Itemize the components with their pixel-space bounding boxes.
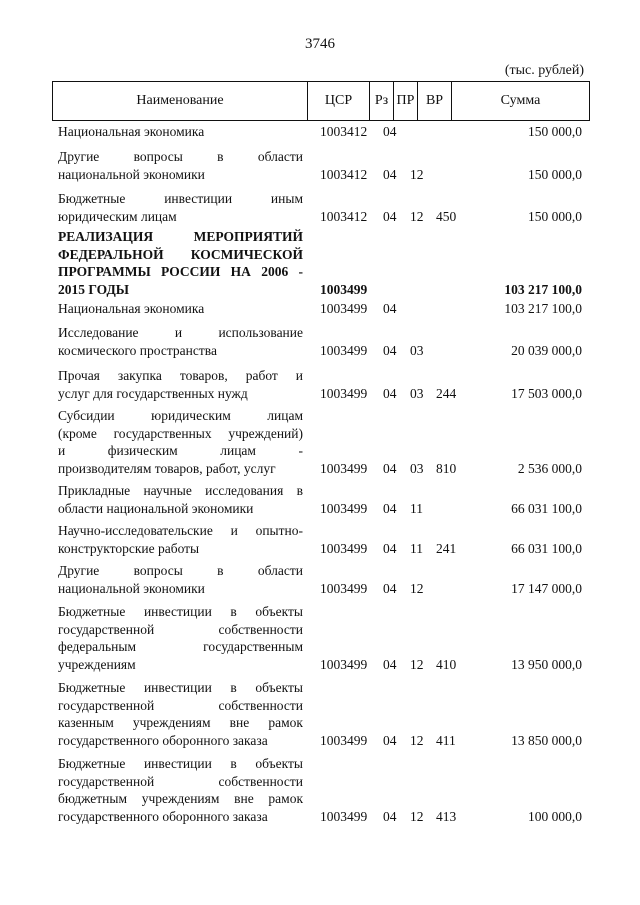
row-name [58,300,303,318]
row-name-line: Национальная экономика [58,124,205,139]
row-rz: 04 [383,385,397,401]
row-sum: 17 147 000,0 [511,580,582,596]
row-name-line: Субсидии юридическим лицам [58,408,303,423]
header-vr: ВР [417,82,451,120]
row-name [58,123,303,141]
row-name-line: Прочая закупка товаров, работ и [58,368,303,383]
row-name [58,482,303,517]
row-rz: 04 [383,301,397,316]
row-csr: 1003499 [320,656,368,672]
row-csr: 1003499 [320,342,368,358]
row-csr: 1003499 [320,281,368,297]
row-name-line: Научно-исследовательские и опытно- [58,523,303,538]
row-name-line: государственного оборонного заказа [58,808,268,824]
row-sum: 2 536 000,0 [517,460,582,476]
row-csr: 1003499 [320,500,368,516]
row-rz: 04 [383,208,397,224]
row-name-line: федеральным государственным [58,639,303,654]
row-name-line: бюджетным учреждениям вне рамок [58,791,303,806]
row-name [58,603,303,673]
row-name-line: Бюджетные инвестиции в объекты [58,680,303,695]
row-rz: 04 [383,124,397,139]
row-vr: 410 [436,656,457,672]
row-rz: 04 [383,580,397,596]
row-vr: 244 [436,385,457,401]
row-name-line: и физическим лицам - [58,443,303,458]
row-csr: 1003412 [320,124,368,139]
row-name-line: ФЕДЕРАЛЬНОЙ КОСМИЧЕСКОЙ [58,246,303,262]
row-name-line: Бюджетные инвестиции в объекты [58,604,303,619]
row-name-line: Бюджетные инвестиции иным [58,191,303,206]
row-csr: 1003499 [320,460,368,476]
row-rz: 04 [383,460,397,476]
row-name-line: государственной собственности [58,621,303,637]
row-name [58,148,303,183]
row-name-line: государственной собственности [58,773,303,789]
row-sum: 20 039 000,0 [511,342,582,358]
row-name-line: конструкторские работы [58,540,200,556]
row-rz: 04 [383,540,397,556]
row-csr: 1003412 [320,208,368,224]
row-name [58,228,303,298]
row-name [58,562,303,597]
row-csr: 1003499 [320,301,368,316]
row-sum: 13 850 000,0 [511,732,582,748]
row-sum: 103 217 100,0 [504,281,582,297]
row-name [58,755,303,825]
row-name-line: области национальной экономики [58,500,254,516]
row-sum: 150 000,0 [528,208,582,224]
row-sum: 13 950 000,0 [511,656,582,672]
row-pr: 03 [410,460,424,476]
row-pr: 12 [410,208,424,224]
row-csr: 1003499 [320,540,368,556]
row-rz: 04 [383,500,397,516]
row-csr: 1003499 [320,808,368,824]
row-vr: 411 [436,732,456,748]
row-name-line: Прикладные научные исследования в [58,483,303,498]
row-sum: 150 000,0 [528,124,582,139]
row-name [58,679,303,749]
row-rz: 04 [383,732,397,748]
row-name [58,367,303,402]
row-name-line: Другие вопросы в области [58,149,303,164]
row-name [58,522,303,557]
row-name-line: Исследование и использование [58,325,303,340]
row-name-line: учреждениям [58,656,136,672]
row-pr: 12 [410,166,424,182]
row-name-line: казенным учреждениям вне рамок [58,715,303,730]
row-name [58,407,303,477]
row-name-line: национальной экономики [58,166,205,182]
row-csr: 1003412 [320,166,368,182]
row-rz: 04 [383,656,397,672]
row-pr: 12 [410,580,424,596]
row-sum: 103 217 100,0 [504,301,582,316]
row-pr: 11 [410,540,423,556]
row-sum: 17 503 000,0 [511,385,582,401]
header-csr: ЦСР [307,82,369,120]
row-pr: 12 [410,656,424,672]
row-sum: 66 031 100,0 [511,500,582,516]
row-csr: 1003499 [320,732,368,748]
row-name [58,324,303,359]
row-vr: 241 [436,540,457,556]
units-label: (тыс. рублей) [504,63,584,78]
row-name-line: (кроме государственных учреждений) [58,425,303,441]
row-csr: 1003499 [320,580,368,596]
row-sum: 66 031 100,0 [511,540,582,556]
row-vr: 450 [436,208,457,224]
table-header [52,81,590,121]
row-name-line: государственного оборонного заказа [58,732,268,748]
row-sum: 100 000,0 [528,808,582,824]
row-name-line: Национальная экономика [58,301,205,316]
row-pr: 12 [410,808,424,824]
header-name: Наименование [52,82,307,120]
row-vr: 810 [436,460,457,476]
row-name-line: 2015 ГОДЫ [58,281,130,297]
row-name-line: Другие вопросы в области [58,563,303,578]
row-vr: 413 [436,808,457,824]
row-pr: 11 [410,500,423,516]
row-rz: 04 [383,342,397,358]
row-sum: 150 000,0 [528,166,582,182]
row-name-line: ПРОГРАММЫ РОССИИ НА 2006 - [58,264,303,279]
header-pr: ПР [393,82,417,120]
header-sum: Сумма [451,82,590,120]
row-csr: 1003499 [320,385,368,401]
row-name-line: юридическим лицам [58,208,177,224]
row-name-line: государственной собственности [58,697,303,713]
row-rz: 04 [383,808,397,824]
row-name-line: услуг для государственных нужд [58,385,248,401]
row-name-line: производителям товаров, работ, услуг [58,460,276,476]
row-name-line: космического пространства [58,342,217,358]
row-rz: 04 [383,166,397,182]
header-rz: Рз [369,82,393,120]
row-pr: 03 [410,342,424,358]
row-pr: 03 [410,385,424,401]
row-name [58,190,303,225]
page-number: 3746 [305,36,335,52]
row-name-line: Бюджетные инвестиции в объекты [58,756,303,771]
row-name-line: РЕАЛИЗАЦИЯ МЕРОПРИЯТИЙ [58,229,303,244]
row-pr: 12 [410,732,424,748]
row-name-line: национальной экономики [58,580,205,596]
